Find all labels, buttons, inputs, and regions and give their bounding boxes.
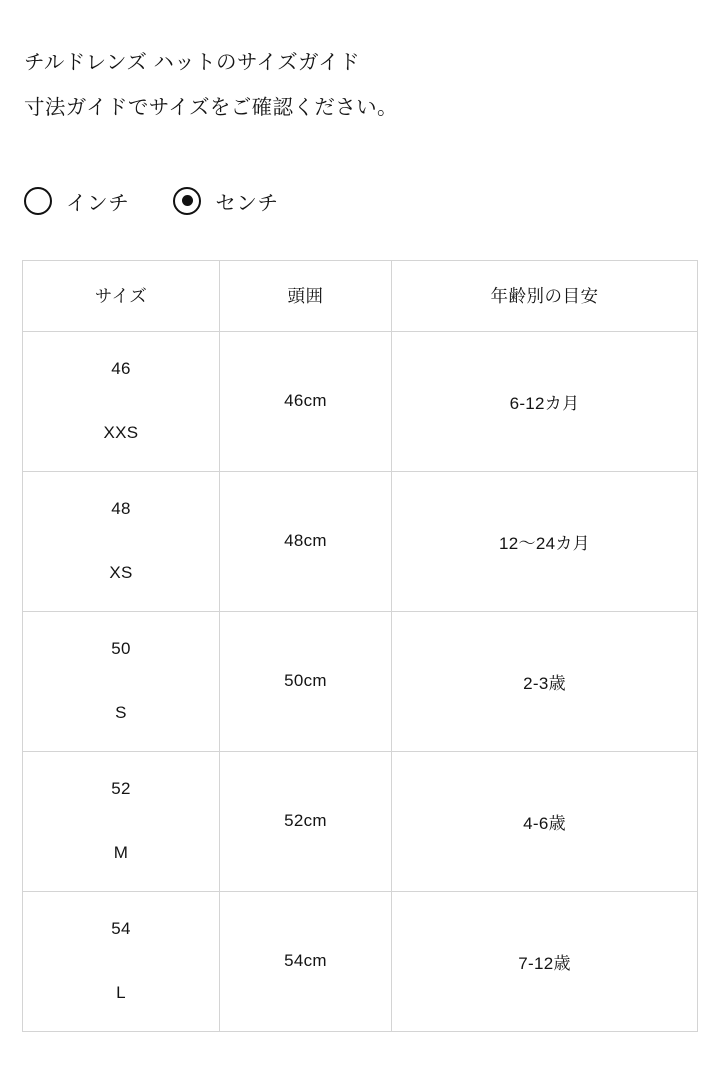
table-row — [23, 751, 698, 891]
size-alpha: XXS — [103, 423, 139, 442]
table-header — [23, 260, 698, 331]
unit-option-centimeter[interactable] — [173, 186, 278, 216]
cell-size — [23, 751, 220, 891]
table-row — [23, 891, 698, 1031]
unit-option-centimeter-label: センチ — [215, 191, 279, 215]
size-alpha: S — [115, 703, 127, 722]
radio-checked-icon[interactable] — [173, 187, 201, 215]
cell-head-circumference: 54cm — [220, 891, 392, 1031]
page-title: チルドレンズ ハットのサイズガイド — [24, 51, 361, 74]
heading-block — [22, 0, 697, 124]
radio-unchecked-icon[interactable] — [24, 187, 52, 215]
cell-age-guide: 4-6歳 — [392, 751, 698, 891]
size-number: 54 — [111, 919, 131, 938]
cell-size — [23, 891, 220, 1031]
column-header-age-guide: 年齢別の目安 — [392, 260, 698, 331]
cell-head-circumference: 48cm — [220, 471, 392, 611]
cell-age-guide: 6-12カ月 — [392, 331, 698, 471]
cell-size — [23, 611, 220, 751]
size-number: 46 — [111, 359, 131, 378]
size-alpha: M — [113, 843, 129, 862]
table-header-row — [23, 260, 698, 331]
size-number: 52 — [111, 779, 131, 798]
table-row — [23, 611, 698, 751]
unit-option-inch[interactable] — [24, 186, 129, 216]
size-alpha: XS — [109, 563, 133, 582]
cell-head-circumference: 46cm — [220, 331, 392, 471]
table-row — [23, 471, 698, 611]
cell-head-circumference: 52cm — [220, 751, 392, 891]
column-header-size: サイズ — [23, 260, 220, 331]
size-table — [22, 260, 698, 1032]
table-body — [23, 331, 698, 1031]
size-number: 50 — [111, 639, 131, 658]
cell-age-guide: 12〜24カ月 — [392, 471, 698, 611]
size-number: 48 — [111, 499, 131, 518]
table-row — [23, 331, 698, 471]
unit-option-inch-label: インチ — [66, 191, 130, 215]
cell-head-circumference: 50cm — [220, 611, 392, 751]
cell-size — [23, 331, 220, 471]
cell-size — [23, 471, 220, 611]
page-subtitle: 寸法ガイドでサイズをご確認ください。 — [24, 95, 398, 119]
cell-age-guide: 7-12歳 — [392, 891, 698, 1031]
unit-selector — [24, 186, 697, 216]
size-alpha: L — [116, 983, 126, 1002]
column-header-head-circumference: 頭囲 — [220, 260, 392, 331]
cell-age-guide: 2-3歳 — [392, 611, 698, 751]
